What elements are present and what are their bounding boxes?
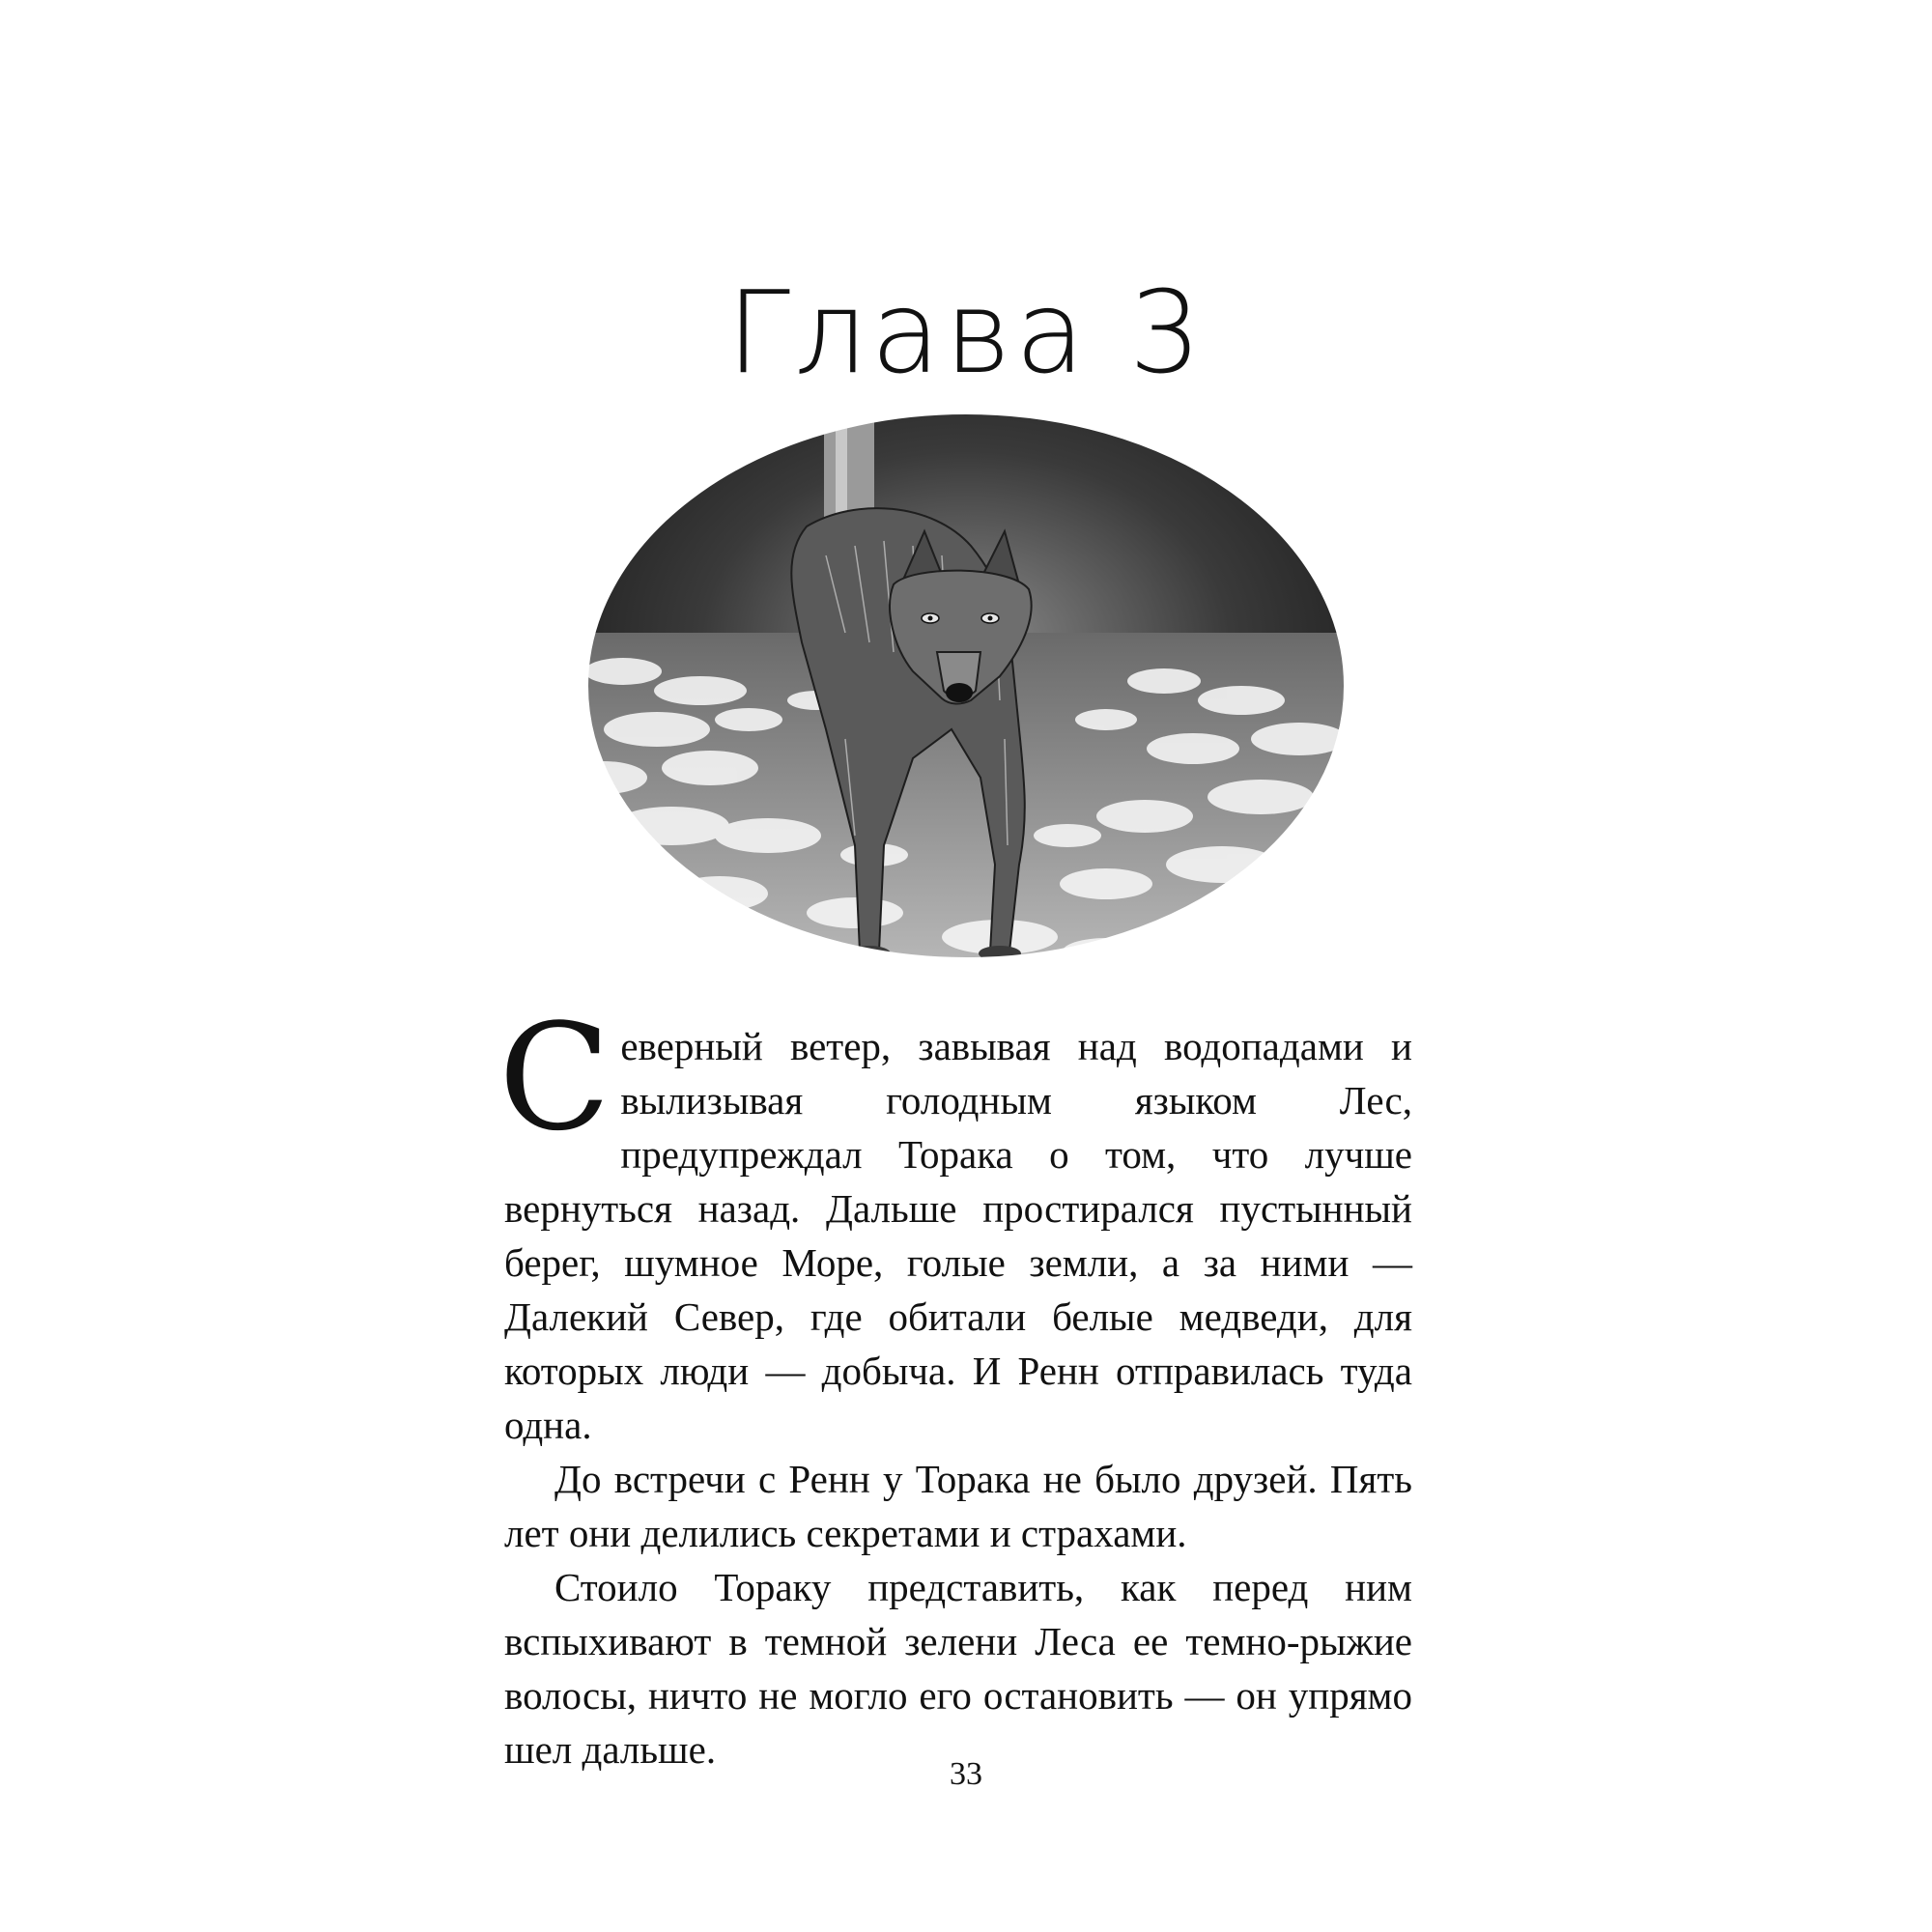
paragraph-1 [498, 992, 1412, 1452]
drop-cap: С [498, 992, 611, 1163]
page-number: 33 [950, 1756, 982, 1792]
paragraph-1-text: еверный ветер, завывая над водопадами и вылизывая голодным языком Лес, предупреждал Торака о том, что лучше вернуться назад. Дальше простирался пустынный берег, шумное Море, голые земли, а за ними — Далекий Север, где обитали белые медведи, для которых люди — добыча. И Ренн отправилась туда одна. [504, 1024, 1412, 1447]
paragraph-2: До встречи с Ренн у Торака не было друзей. Пять лет они делились секретами и страхами. [504, 1457, 1412, 1555]
chapter-body [498, 992, 1412, 1776]
paragraph-3: Стоило Тораку представить, как перед ним вспыхивают в темной зелени Леса ее темно-рыжие волосы, ничто не могло его остановить — он упрямо шел дальше. [504, 1565, 1412, 1772]
chapter-title: Глава 3 [726, 266, 1206, 399]
wolf-in-snow-illustration [565, 411, 1367, 990]
